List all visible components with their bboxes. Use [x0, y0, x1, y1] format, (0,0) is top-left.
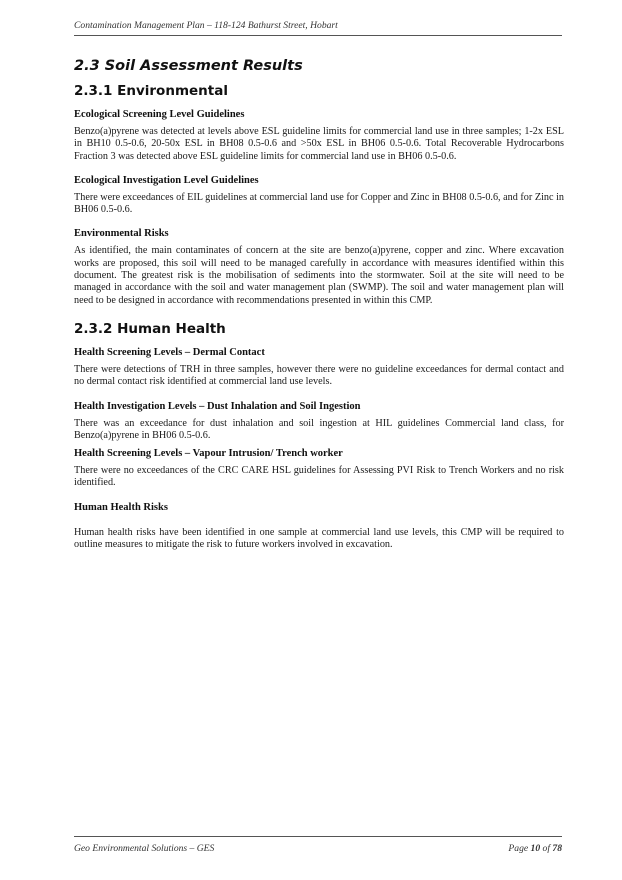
- block-title-vapour: Health Screening Levels – Vapour Intrusion/ Trench worker: [74, 448, 343, 460]
- page-content: [74, 58, 564, 563]
- block-title-human-risks: Human Health Risks: [74, 501, 168, 513]
- block-title-eil: Ecological Investigation Level Guidelines: [74, 174, 259, 186]
- subsection-heading-environmental: 2.3.1 Environmental: [74, 83, 228, 99]
- page-of: of: [542, 843, 550, 854]
- page-number: [508, 843, 562, 854]
- running-footer: [74, 836, 562, 854]
- block-text-env-risks: As identified, the main contaminates of concern at the site are benzo(a)pyrene, copper and zinc. Where excavation works are proposed, this soil will need to be managed carefully in accordance with measures identified within this document. The greatest risk is the mobilisation of sediments into the stormwater. Soil at the site will need to be managed in accordance with the soil and water management plan (SWMP). The soil and water management plan will need to be designed in accordance with recommendations presented in within this CMP.: [74, 245, 564, 306]
- running-header: [74, 20, 562, 36]
- block-text-dermal: There were detections of TRH in three samples, however there were no guideline exceedances for dermal contact and no dermal contact risk identified at commercial land use levels.: [74, 363, 564, 388]
- section-heading: 2.3 Soil Assessment Results: [74, 58, 303, 74]
- footer-company: Geo Environmental Solutions – GES: [74, 843, 215, 854]
- page-prefix: Page: [508, 843, 529, 854]
- subsection-heading-human-health: 2.3.2 Human Health: [74, 320, 226, 337]
- block-text-dust: There was an exceedance for dust inhalation and soil ingestion at HIL guidelines Commercial land class, for Benzo(a)pyrene in BH06 0.5-0.6.: [74, 417, 564, 441]
- block-text-esl: Benzo(a)pyrene was detected at levels above ESL guideline limits for commercial land use in three samples; 1-2x ESL in BH10 0.5-0.6, 20-50x ESL in BH08 0.5-0.6 and >50x ESL in BH06 0.5-0.6. Total Recoverable Hydrocarbons Fraction 3 was detected above ESL guideline limits for commercial land use in BH06 0.5-0.6.: [74, 126, 564, 162]
- block-title-esl: Ecological Screening Level Guidelines: [74, 109, 245, 120]
- page-current: 10: [530, 843, 541, 854]
- block-text-human-risks: Human health risks have been identified in one sample at commercial land use levels, this CMP will be required to outline measures to mitigate the risk to future workers involved in excavation.: [74, 526, 564, 551]
- block-text-eil: There were exceedances of EIL guidelines at commercial land use for Copper and Zinc in BH08 0.5-0.6, and for Zinc in BH06 0.5-0.6.: [74, 191, 564, 216]
- block-text-vapour: There were no exceedances of the CRC CARE HSL guidelines for Assessing PVI Risk to Trench Workers and no risk identified.: [74, 465, 564, 489]
- page-total: 78: [552, 843, 562, 854]
- header-title: Contamination Management Plan – 118-124 Bathurst Street, Hobart: [74, 20, 338, 31]
- block-title-env-risks: Environmental Risks: [74, 228, 169, 240]
- block-title-dermal: Health Screening Levels – Dermal Contact: [74, 346, 265, 358]
- block-title-dust: Health Investigation Levels – Dust Inhalation and Soil Ingestion: [74, 400, 361, 412]
